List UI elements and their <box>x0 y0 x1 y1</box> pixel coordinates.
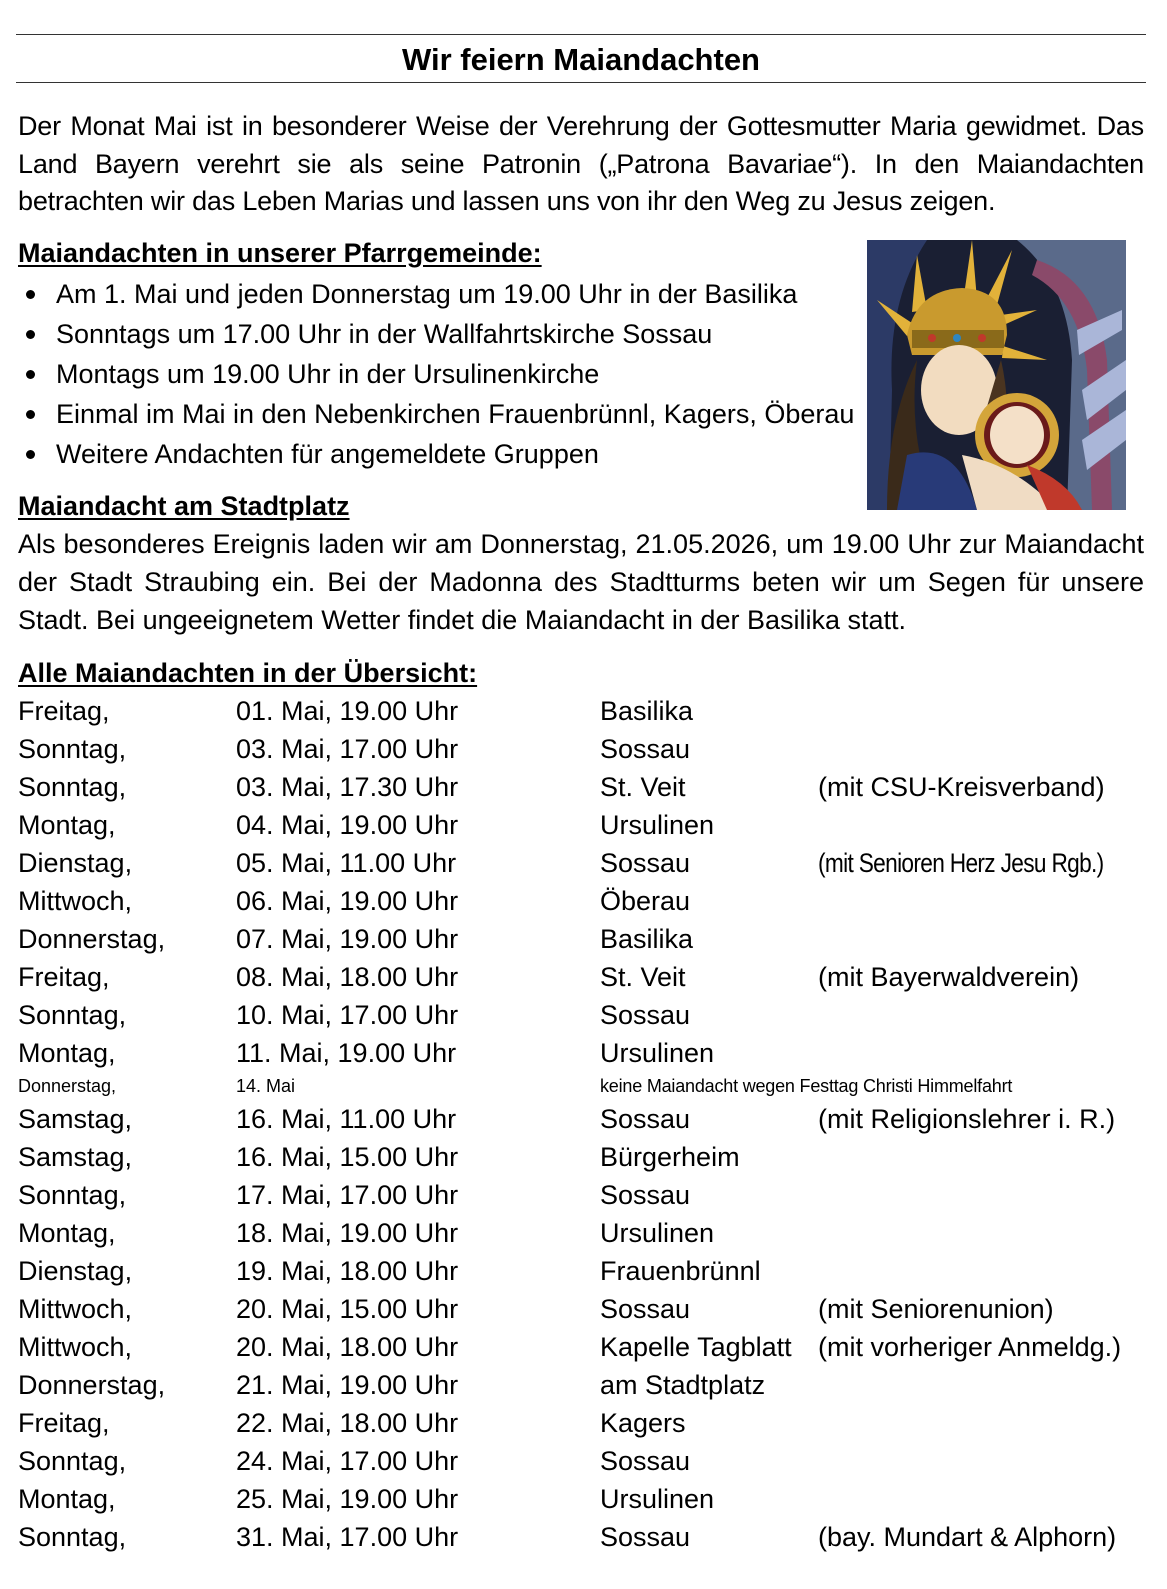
table-row: Samstag, 16. Mai, 15.00 Uhr Bürgerheim <box>18 1142 740 1172</box>
table-row: Mittwoch, 20. Mai, 18.00 Uhr Kapelle Tagblatt (mit vorheriger Anmeldg.) <box>18 1332 1122 1362</box>
table-row: Sonntag, 10. Mai, 17.00 Uhr Sossau <box>18 1000 691 1030</box>
table-row: Montag, 18. Mai, 19.00 Uhr Ursulinen <box>18 1218 715 1248</box>
table-row: Freitag, 01. Mai, 19.00 Uhr Basilika <box>18 696 694 726</box>
table-row: Mittwoch, 06. Mai, 19.00 Uhr Öberau <box>18 886 691 916</box>
table-row: Donnerstag, 07. Mai, 19.00 Uhr Basilika <box>18 924 694 954</box>
table-row: Sonntag, 24. Mai, 17.00 Uhr Sossau <box>18 1446 691 1476</box>
bullet-icon <box>26 370 35 379</box>
madonna-stained-glass-image <box>867 240 1126 510</box>
page-title: Wir feiern Maiandachten <box>401 42 760 77</box>
table-row: Sonntag, 17. Mai, 17.00 Uhr Sossau <box>18 1180 691 1210</box>
table-row: Dienstag, 19. Mai, 18.00 Uhr Frauenbrünnl <box>18 1256 761 1286</box>
bullet-icon <box>26 330 35 339</box>
table-row: Freitag, 22. Mai, 18.00 Uhr Kagers <box>18 1408 686 1438</box>
stadtplatz-paragraph: Als besonderes Ereignis laden wir am Donnerstag, 21.05.2026, um 19.00 Uhr zur Maiandacht der Stadt Straubing ein. Bei der Madonna des Stadtturms beten wir um Segen für unsere Stadt. Bei ungeeignetem Wetter findet die Maiandacht in der Basilika statt. <box>18 529 1144 635</box>
title-rule <box>16 82 1146 83</box>
schedule-heading: Alle Maiandachten in der Übersicht: <box>18 658 478 688</box>
bullet-icon <box>26 410 35 419</box>
table-row: Samstag, 16. Mai, 11.00 Uhr Sossau (mit Religionslehrer i. R.) <box>18 1104 1116 1134</box>
table-row: Dienstag, 05. Mai, 11.00 Uhr Sossau (mit Senioren Herz Jesu Rgb.) <box>18 848 1104 878</box>
parish-list <box>18 274 878 474</box>
table-row: Freitag, 08. Mai, 18.00 Uhr St. Veit (mit Bayerwaldverein) <box>18 962 1080 992</box>
bullet-icon <box>26 290 35 299</box>
list-item: Montags um 19.00 Uhr in der Ursulinenkirche <box>18 354 878 394</box>
table-row: Sonntag, 03. Mai, 17.00 Uhr Sossau <box>18 734 691 764</box>
list-item: Sonntags um 17.00 Uhr in der Wallfahrtskirche Sossau <box>18 314 878 354</box>
parish-heading: Maiandachten in unserer Pfarrgemeinde: <box>18 238 542 268</box>
stadtplatz-heading: Maiandacht am Stadtplatz <box>18 491 350 521</box>
top-rule <box>16 34 1146 35</box>
schedule-table <box>18 692 1148 1556</box>
list-item: Einmal im Mai in den Nebenkirchen Frauenbrünnl, Kagers, Öberau <box>18 394 878 434</box>
table-row: Donnerstag, 21. Mai, 19.00 Uhr am Stadtplatz <box>18 1370 766 1400</box>
table-row: Sonntag, 31. Mai, 17.00 Uhr Sossau (bay. Mundart & Alphorn) <box>18 1522 1117 1552</box>
table-row: Montag, 11. Mai, 19.00 Uhr Ursulinen <box>18 1038 715 1068</box>
list-item: Weitere Andachten für angemeldete Gruppen <box>18 434 878 474</box>
bullet-icon <box>26 450 35 459</box>
table-row: Sonntag, 03. Mai, 17.30 Uhr St. Veit (mit CSU-Kreisverband) <box>18 772 1105 802</box>
list-item: Am 1. Mai und jeden Donnerstag um 19.00 Uhr in der Basilika <box>18 274 878 314</box>
table-row: Donnerstag, 14. Mai keine Maiandacht wegen Festtag Christi Himmelfahrt <box>18 1076 1013 1096</box>
intro-paragraph: Der Monat Mai ist in besonderer Weise der Verehrung der Gottesmutter Maria gewidmet. Das Land Bayern verehrt sie als seine Patronin („Patrona Bavariae“). In den Maiandachten betrachten wir das Leben Marias und lassen uns von ihr den Weg zu Jesus zeigen. <box>18 111 1144 216</box>
table-row: Montag, 25. Mai, 19.00 Uhr Ursulinen <box>18 1484 715 1514</box>
table-row: Mittwoch, 20. Mai, 15.00 Uhr Sossau (mit Seniorenunion) <box>18 1294 1054 1324</box>
table-row: Montag, 04. Mai, 19.00 Uhr Ursulinen <box>18 810 715 840</box>
